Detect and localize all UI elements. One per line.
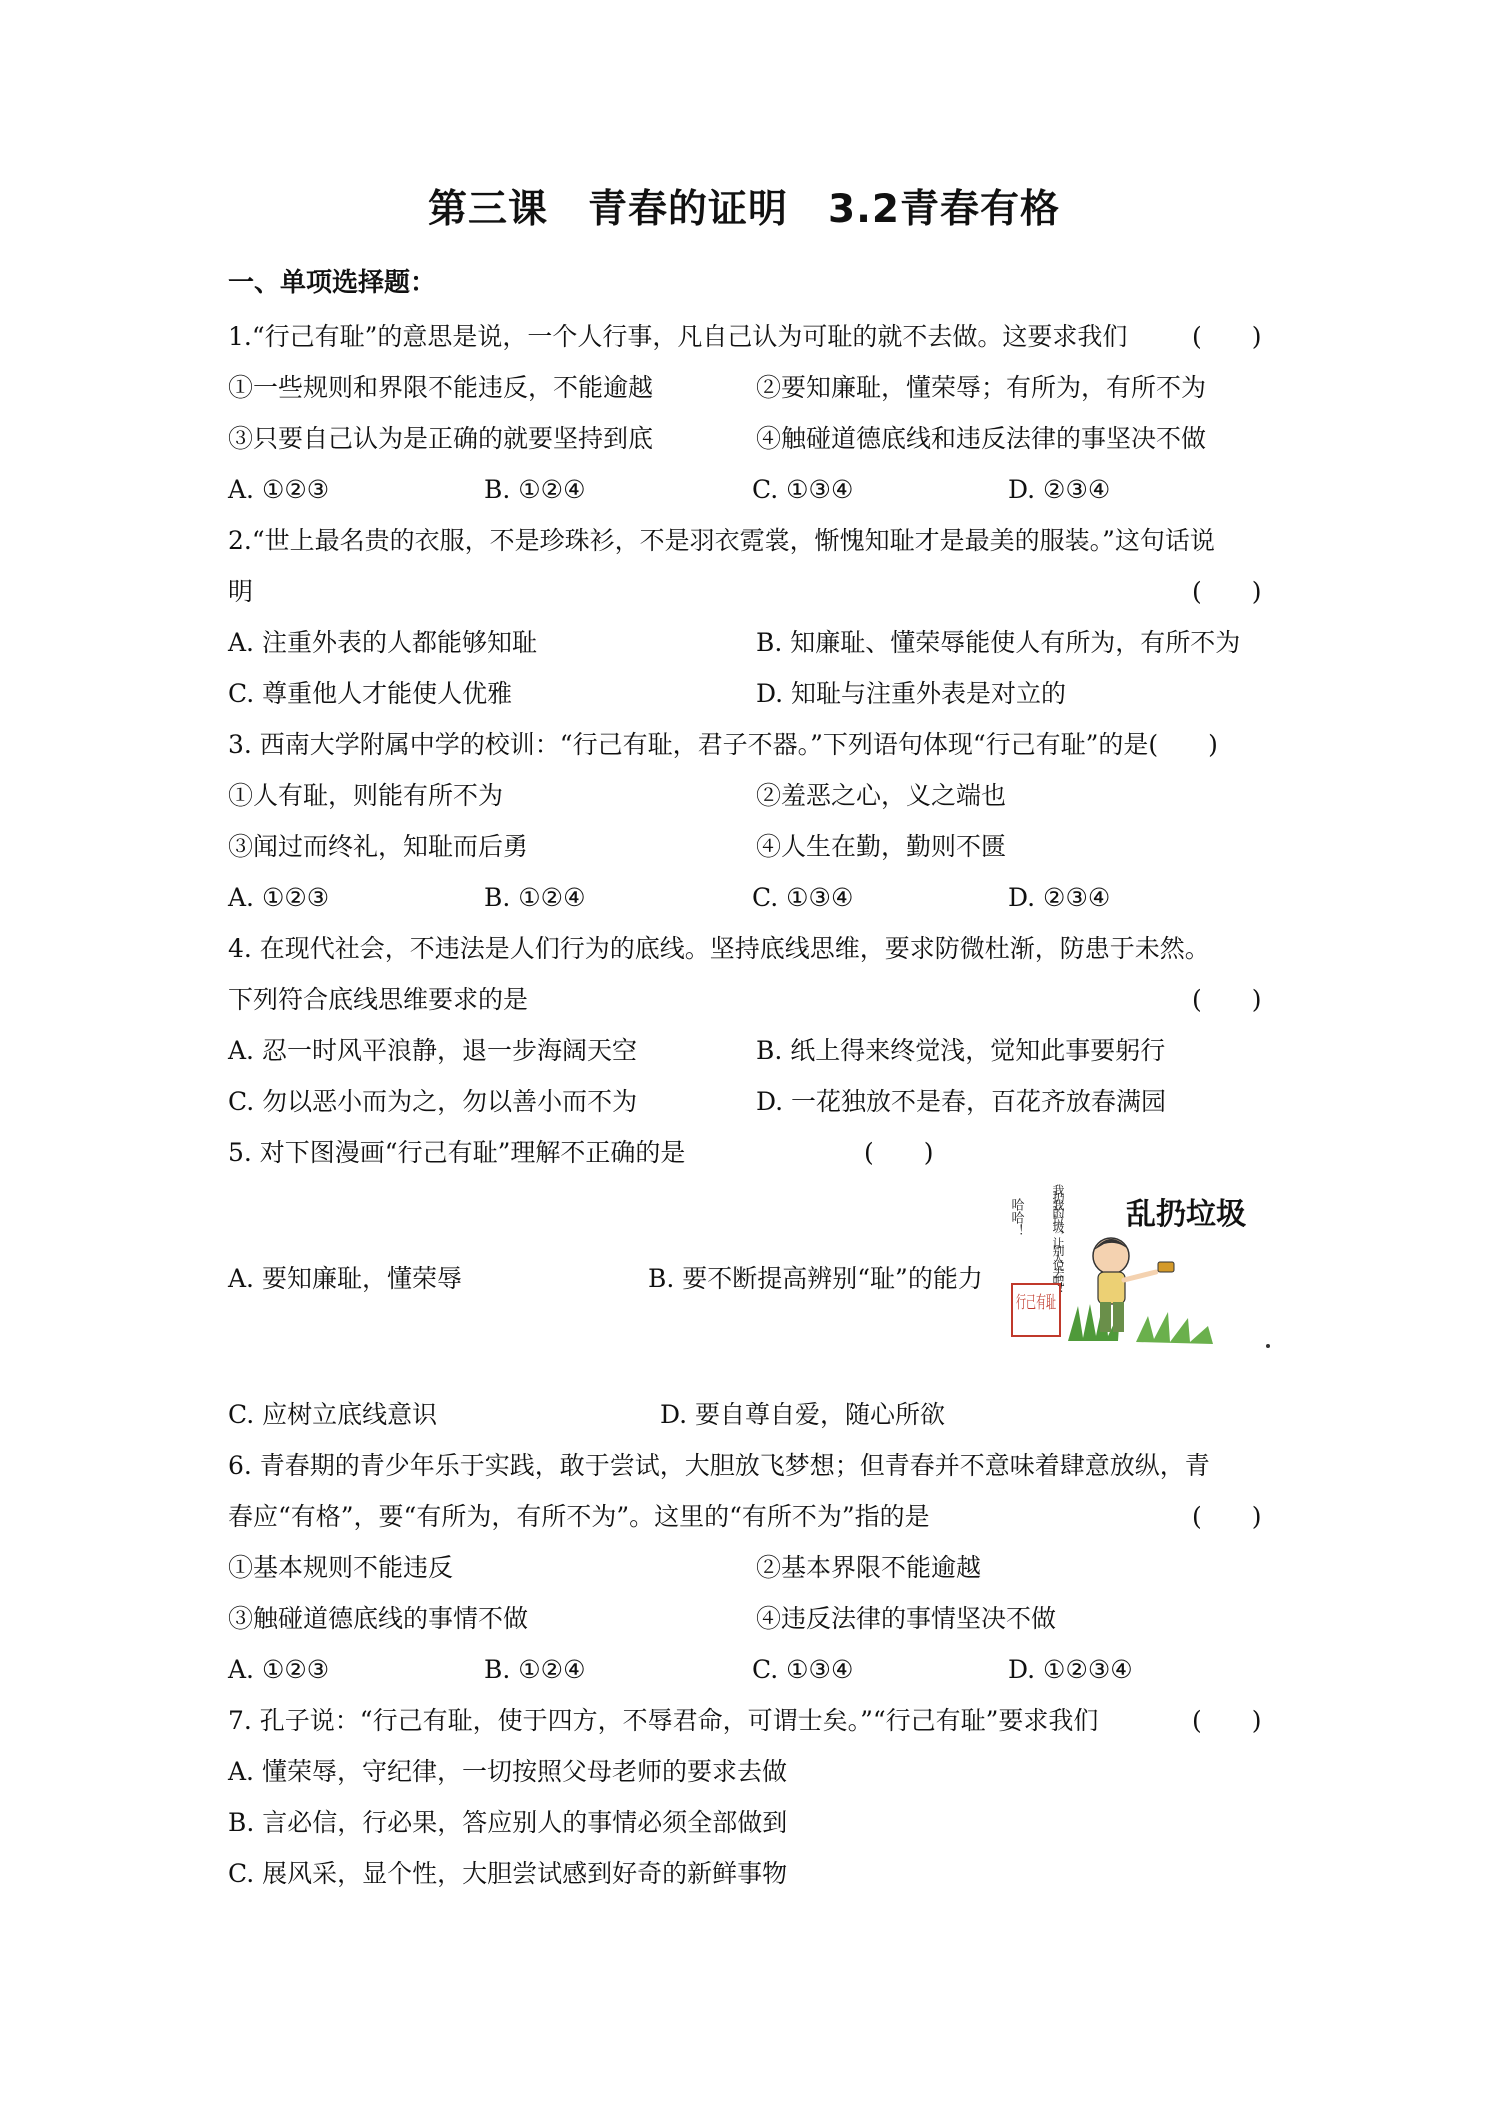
q4-option-c: C. 勿以恶小而为之，勿以善小而不为 — [228, 1087, 638, 1116]
q6-option-a: A. ①②③ — [228, 1655, 330, 1684]
q3-statement-1: ①人有耻，则能有所不为 — [228, 781, 504, 810]
q4-stem-line-1: 4. 在现代社会，不违法是人们行为的底线。坚持底线思维，要求防微杜渐，防患于未然。 — [228, 934, 1210, 963]
littering-cartoon — [1008, 1176, 1273, 1354]
garbage-shape — [1158, 1262, 1174, 1272]
grass-shape — [1136, 1312, 1213, 1344]
boy-head-shape — [1093, 1238, 1129, 1274]
q6-stem-line-2: 春应“有格”，要“有所为，有所不为”。这里的“有所不为”指的是 — [228, 1502, 930, 1531]
q6-option-b: B. ①②④ — [484, 1655, 586, 1684]
q6-statement-4: ④违反法律的事情坚决不做 — [756, 1604, 1057, 1633]
q4-answer-bracket: ( ) — [1192, 985, 1262, 1014]
q3-option-a: A. ①②③ — [228, 883, 330, 912]
q1-option-d: D. ②③④ — [1008, 475, 1111, 504]
q1-statement-4: ④触碰道德底线和违反法律的事坚决不做 — [756, 424, 1207, 453]
q7-option-a: A. 懂荣辱，守纪律，一切按照父母老师的要求去做 — [228, 1757, 787, 1786]
q2-option-b: B. 知廉耻、懂荣辱能使人有所为，有所不为 — [756, 628, 1241, 657]
boy-shirt-shape — [1098, 1272, 1125, 1304]
q1-statement-3: ③只要自己认为是正确的就要坚持到底 — [228, 424, 654, 453]
q1-statement-2: ②要知廉耻，懂荣辱；有所为，有所不为 — [756, 373, 1207, 402]
section-heading: 一、单项选择题： — [228, 268, 437, 298]
q6-stem-line-1: 6. 青春期的青少年乐于实践，敢于尝试，大胆放飞梦想；但青春并不意味着肆意放纵，青 — [228, 1451, 1210, 1480]
q7-stem: 7. 孔子说：“行己有耻，使于四方，不辱君命，可谓士矣。”“行己有耻”要求我们 — [228, 1706, 1099, 1735]
q3-option-c: C. ①③④ — [752, 883, 854, 912]
q2-option-c: C. 尊重他人才能使人优雅 — [228, 679, 513, 708]
q5-option-c: C. 应树立底线意识 — [228, 1400, 438, 1429]
q5-option-a: A. 要知廉耻，懂荣辱 — [228, 1264, 462, 1293]
cartoon-laugh-text: 哈哈！ — [1008, 1198, 1024, 1237]
q1-option-c: C. ①③④ — [752, 475, 854, 504]
q6-statement-1: ①基本规则不能违反 — [228, 1553, 454, 1582]
q5-answer-bracket: ( ) — [864, 1138, 934, 1167]
q5-stem: 5. 对下图漫画“行己有耻”理解不正确的是 — [228, 1138, 686, 1167]
q7-option-b: B. 言必信，行必果，答应别人的事情必须全部做到 — [228, 1808, 788, 1837]
q4-option-a: A. 忍一时风平浪静，退一步海阔天空 — [228, 1036, 637, 1065]
boy-leg-shape — [1100, 1302, 1111, 1332]
dot-shape — [1266, 1344, 1270, 1348]
q2-answer-bracket: ( ) — [1192, 577, 1262, 606]
q5-option-d: D. 要自尊自爱，随心所欲 — [660, 1400, 946, 1429]
q6-statement-3: ③触碰道德底线的事情不做 — [228, 1604, 529, 1633]
q7-option-c: C. 展风采，显个性，大胆尝试感到好奇的新鲜事物 — [228, 1859, 788, 1888]
q1-option-b: B. ①②④ — [484, 475, 586, 504]
q1-stem: 1.“行己有耻”的意思是说，一个人行事，凡自己认为可耻的就不去做。这要求我们 — [228, 322, 1128, 351]
q4-stem-line-2: 下列符合底线思维要求的是 — [228, 985, 529, 1014]
q3-statement-4: ④人生在勤，勤则不匮 — [756, 832, 1007, 861]
q5-option-b: B. 要不断提高辨别“耻”的能力 — [648, 1264, 983, 1293]
q2-option-d: D. 知耻与注重外表是对立的 — [756, 679, 1067, 708]
q6-statement-2: ②基本界限不能逾越 — [756, 1553, 982, 1582]
cartoon-speech-text: 我扔我的垃圾，让别人说去吧！ — [1051, 1184, 1065, 1294]
boy-arm-shape — [1124, 1272, 1156, 1280]
q3-statement-2: ②羞恶之心，义之端也 — [756, 781, 1007, 810]
seal-text: 行己有耻 — [1016, 1293, 1056, 1313]
q3-option-b: B. ①②④ — [484, 883, 586, 912]
q1-statement-1: ①一些规则和界限不能违反，不能逾越 — [228, 373, 654, 402]
page-title: 第三课 青春的证明 3.2青春有格 — [427, 187, 1061, 232]
q6-option-d: D. ①②③④ — [1008, 1655, 1133, 1684]
boy-leg-shape — [1113, 1302, 1124, 1332]
q4-option-d: D. 一花独放不是春，百花齐放春满园 — [756, 1087, 1167, 1116]
q6-option-c: C. ①③④ — [752, 1655, 854, 1684]
cartoon-caption: 乱扔垃圾 — [1126, 1197, 1246, 1232]
q3-option-d: D. ②③④ — [1008, 883, 1111, 912]
q2-stem-line-2: 明 — [228, 577, 254, 606]
q3-stem: 3. 西南大学附属中学的校训：“行己有耻，君子不器。”下列语句体现“行己有耻”的是( ) — [228, 730, 1218, 759]
q4-option-b: B. 纸上得来终觉浅，觉知此事要躬行 — [756, 1036, 1166, 1065]
q3-statement-3: ③闻过而终礼，知耻而后勇 — [228, 832, 529, 861]
q7-answer-bracket: ( ) — [1192, 1706, 1262, 1735]
q1-answer-bracket: ( ) — [1192, 322, 1262, 351]
q1-option-a: A. ①②③ — [228, 475, 330, 504]
q2-stem-line-1: 2.“世上最名贵的衣服，不是珍珠衫，不是羽衣霓裳，惭愧知耻才是最美的服装。”这句话说 — [228, 526, 1215, 555]
q6-answer-bracket: ( ) — [1192, 1502, 1262, 1531]
q2-option-a: A. 注重外表的人都能够知耻 — [228, 628, 537, 657]
